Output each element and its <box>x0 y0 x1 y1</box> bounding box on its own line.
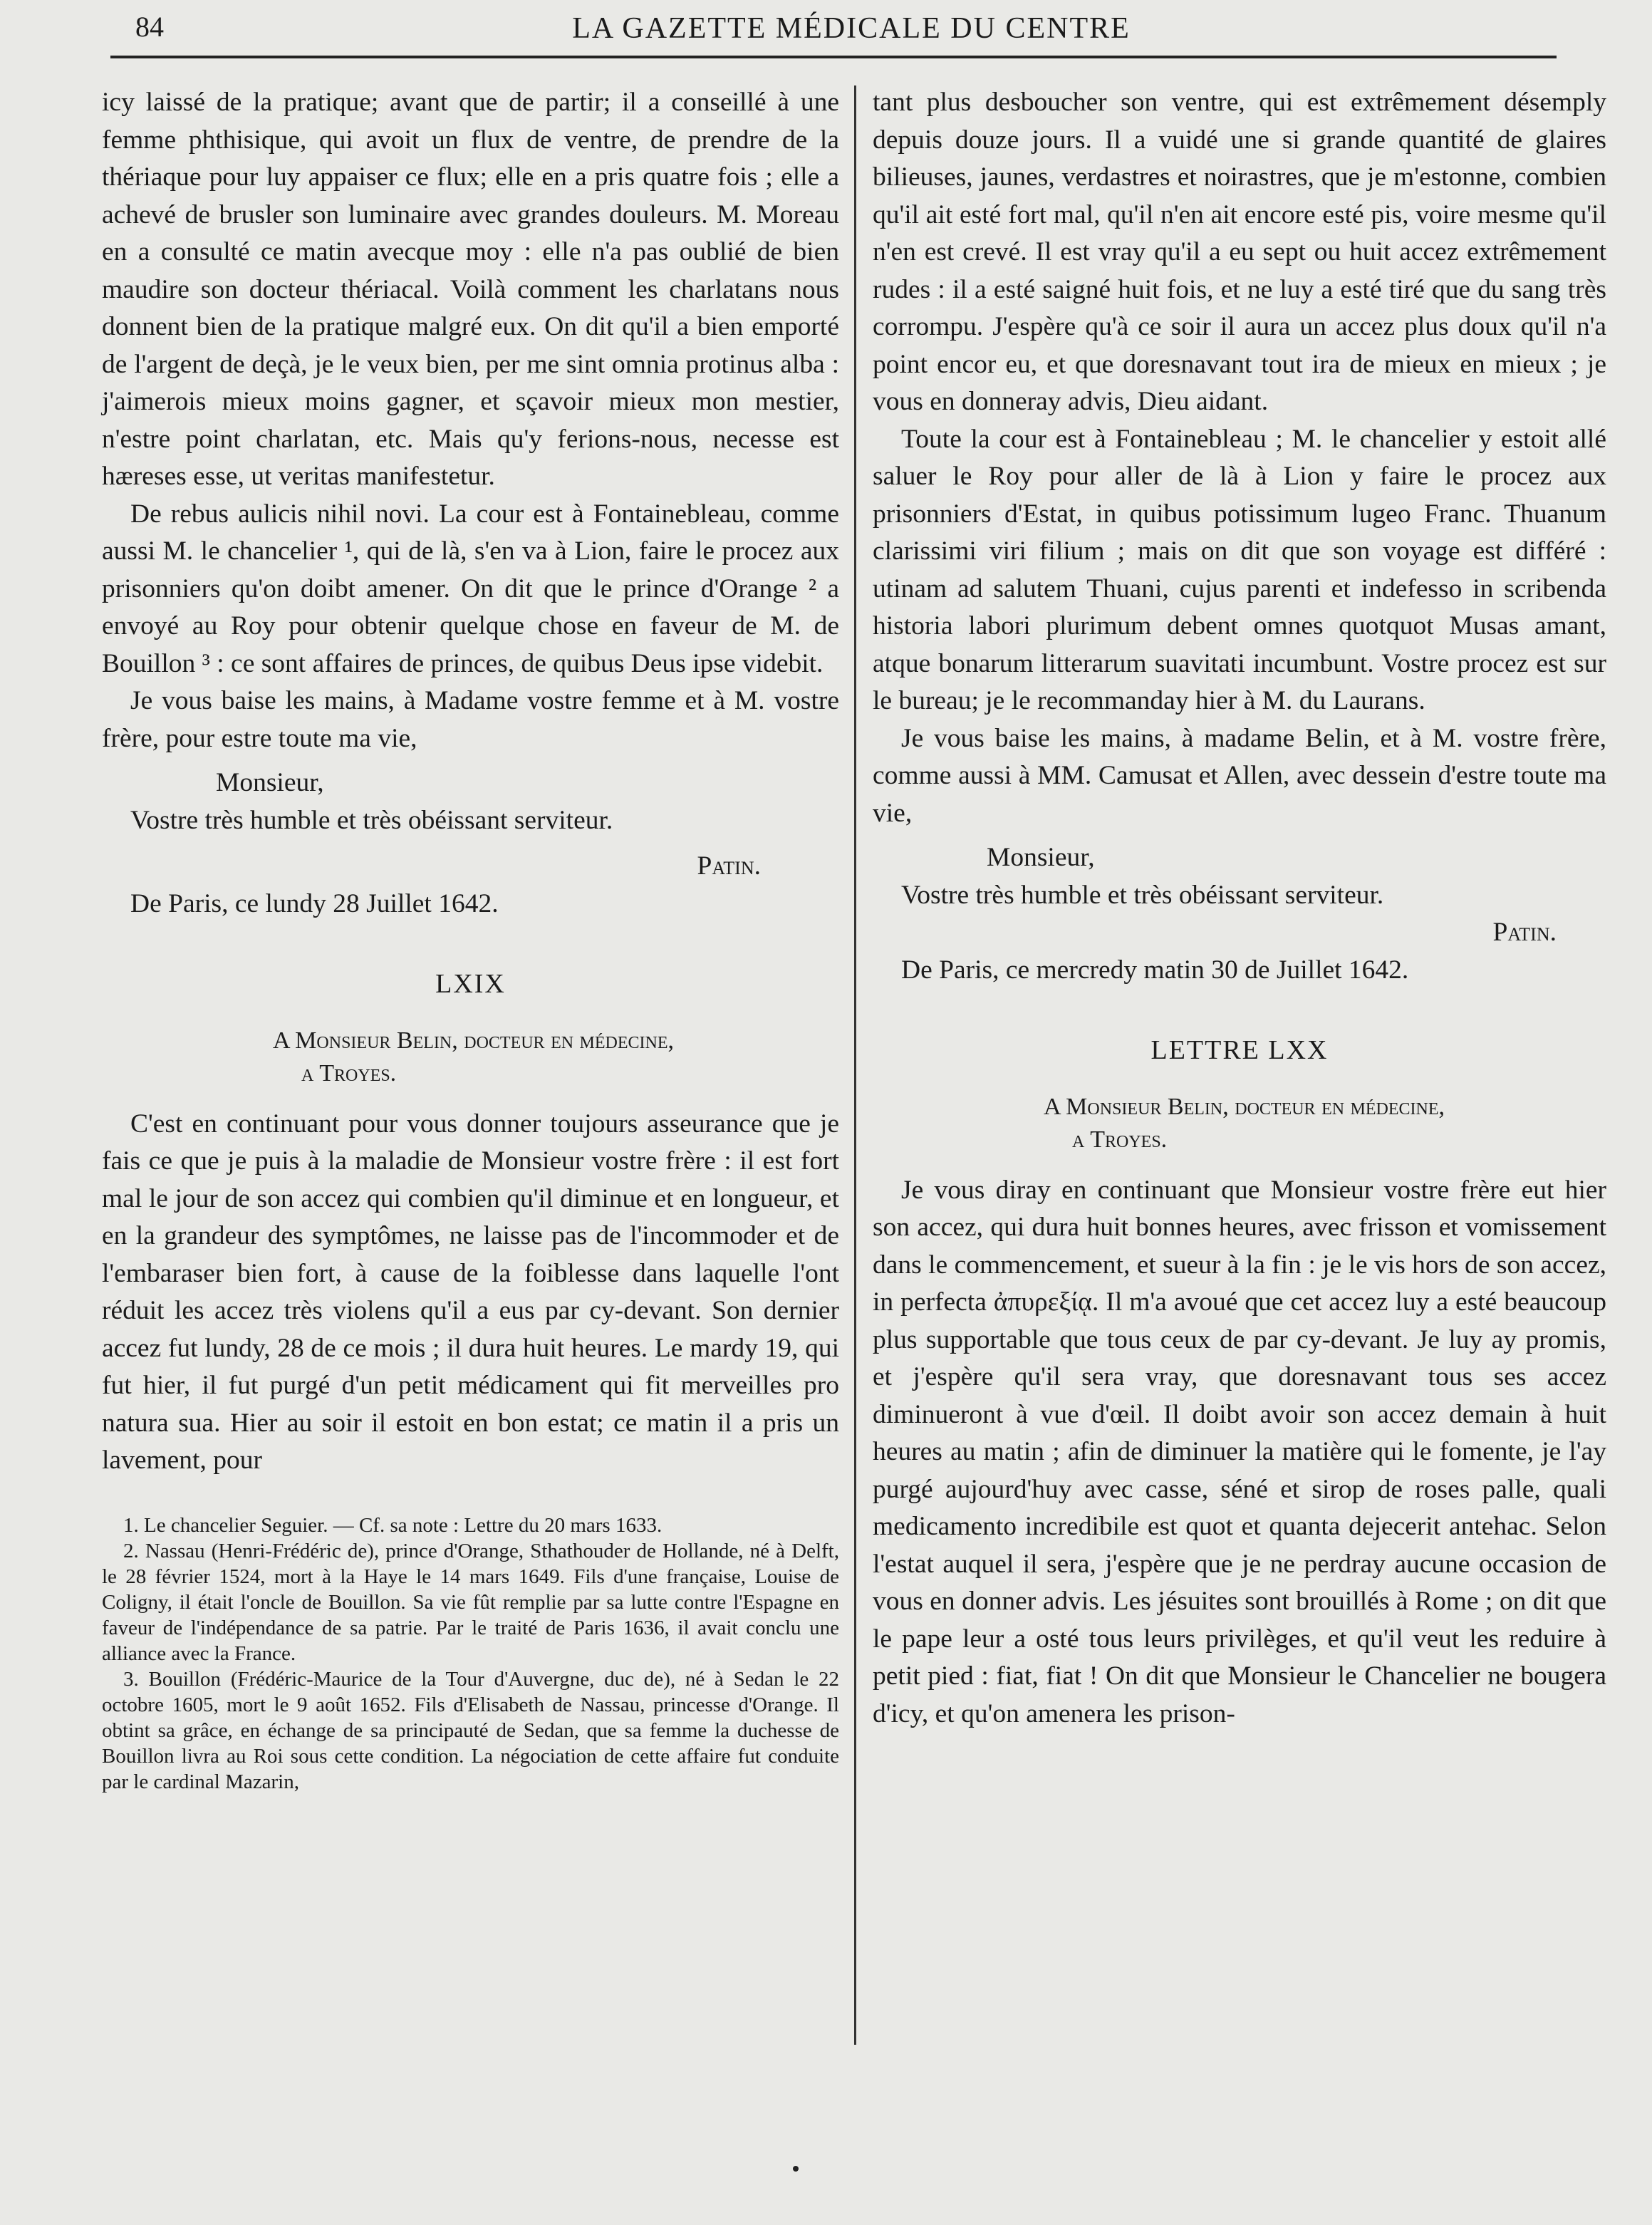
page-mark <box>793 2166 799 2172</box>
right-address-line-1: A Monsieur Belin, docteur en médecine, <box>1044 1093 1445 1120</box>
footnote-1: 1. Le chancelier Seguier. — Cf. sa note : Lettre du 20 mars 1633. <box>123 1513 663 1537</box>
right-address-line-2: a Troyes. <box>1072 1126 1168 1153</box>
left-date: De Paris, ce lundy 28 Juillet 1642. <box>130 888 499 918</box>
left-paragraph-4: C'est en continuant pour vous donner toujours asseurance que je fais ce que je puis à la maladie de Monsieur vostre frère : il est fort mal le jour de son accez qui combien qu'il diminue et en longueur, et en la grandeur des symptômes, ne laisse pas de l'incommoder et de l'embaraser bien fort, à cause de la foiblesse dans laquelle l'ont réduit les accez très violens qu'il a eus par cy-devant. Son dernier accez fut lundy, 28 de ce mois ; il dura huit heures. Le mardy 19, qui fut hier, il fut purgé d'un petit médicament qui fit merveilles pro natura sua. Hier au soir il estoit en bon estat; ce matin il a pris un lavement, pour <box>102 1109 839 1475</box>
right-paragraph-1: tant plus desboucher son ventre, qui est extrêmement désemply depuis douze jours. Il a vuidé une si grande quantité de glaires bilieuses, jaunes, verdastres et noirastres, que je m'estonne, combien qu'il ait esté fort mal, qu'il n'en ait encore esté pis, voire mesme qu'il n'en est crevé. Il est vray qu'il a eu sept ou huit accez extrêmement rudes : il a esté saigné huit fois, et ne luy a esté tiré que du sang très corrompu. J'espère qu'à ce soir il aura un accez plus doux qu'il n'a point encor eu, et que doresnavant tout ira de mieux en mieux ; je vous en donneray advis, Dieu aidant. <box>873 88 1606 416</box>
footnote-2: 2. Nassau (Henri-Frédéric de), prince d'Orange, Sthathouder de Hollande, né à Delft, le 28 février 1524, mort à la Haye le 14 mars 1649. Fils d'une française, Louise de Coligny, il était l'oncle de Bouillon. Sa vie fût remplie par sa lutte contre l'Espagne en faveur de l'indépendance de sa patrie. Par le traité de Paris 1636, il avait conclu une alliance avec la France. <box>102 1539 839 1665</box>
left-address-line-2: a Troyes. <box>301 1059 397 1086</box>
right-salutation: Monsieur, <box>987 843 1095 872</box>
right-signature: Patin. <box>1492 918 1557 947</box>
header-rule <box>110 56 1557 58</box>
right-date: De Paris, ce mercredy matin 30 de Juillet 1642. <box>901 955 1409 985</box>
footnote-3: 3. Bouillon (Frédéric-Maurice de la Tour d'Auvergne, duc de), né à Sedan le 22 octobre 1605, mort le 9 août 1652. Fils d'Elisabeth de Nassau, princesse d'Orange. Il obtint sa grâce, en échange de sa principauté de Sedan, que sa femme la duchesse de Bouillon livra au Roi sous cette condition. La négociation de cette affaire fut conduite par le cardinal Mazarin, <box>102 1667 839 1793</box>
right-closing: Vostre très humble et très obéissant serviteur. <box>901 880 1384 910</box>
left-paragraph-3: Je vous baise les mains, à Madame vostre femme et à M. vostre frère, pour estre toute ma vie, <box>102 686 839 753</box>
left-paragraph-1: icy laissé de la pratique; avant que de partir; il a conseillé à une femme phthisique, qui avoit un flux de ventre, de prendre de la thériaque pour luy appaiser ce flux; elle en a pris quatre fois ; elle a achevé de brusler son luminaire avec grandes douleurs. M. Moreau en a consulté ce matin avecque moy : elle n'a pas oublié de bien maudire son docteur thériacal. Voilà comment les charlatans nous donnent bien de la pratique malgré eux. On dit qu'il a bien emporté de l'argent de deçà, je le veux bien, per me sint omnia protinus alba : j'aimerois mieux moins gagner, et sçavoir mieux mon mestier, n'estre point charlatan, etc. Mais qu'y ferions-nous, necesse est hæreses esse, ut veritas manifestetur. <box>102 88 839 491</box>
left-column <box>102 84 839 1795</box>
right-address <box>873 1091 1606 1156</box>
right-paragraph-2: Toute la cour est à Fontainebleau ; M. le chancelier y estoit allé saluer le Roy pour aller de là à Lion y faire le procez aux prisonniers d'Estat, in quibus potissimum lugeo Franc. Thuanum clarissimi viri filium ; mais on dit que son voyage est différé : utinam ad salutem Thuani, cujus parenti et indefesso in scribenda historia labori plurimum debent omnes quotquot Musas amant, atque bonarum litterarum suavitati incumbunt. Vostre procez est sur le bureau; je le recommanday hier à M. du Laurans. <box>873 424 1606 715</box>
left-signature: Patin. <box>697 851 761 881</box>
right-paragraph-3: Je vous baise les mains, à madame Belin, et à M. vostre frère, comme aussi à MM. Camusat et Allen, avec dessein d'estre toute ma vie, <box>873 723 1606 828</box>
letter-title-lxix: LXIX <box>435 969 506 999</box>
right-paragraph-4: Je vous diray en continuant que Monsieur vostre frère eut hier son accez, qui dura huit bonnes heures, avec frisson et vomissement dans le commencement, et sueur à la fin : je le vis hors de son accez, in perfecta ἀπυρεξίᾳ. Il m'a avoué que cet accez luy a esté beaucoup plus supportable que tous ceux de par cy-devant. Je luy ay promis, et j'espère qu'il sera vray, que doresnavant tous ses accez diminueront à vue d'œil. Il doibt avoir son accez demain à huit heures au matin ; afin de diminuer la matière qui le fomente, je l'ay purgé aujourd'huy avec casse, séné et sirop de roses palle, quali medicamento incredibile est quot et quanta dejecerit antehac. Selon l'estat auquel il sera, j'espère que je ne perdray aucune occasion de vous en donner advis. Les jésuites sont brouillés à Rome ; on dit que le pape leur a osté tous leurs privilèges, et qu'il veut les reduire à petit pied : fiat, fiat ! On dit que Monsieur le Chancelier ne bougera d'icy, et qu'on amenera les prison- <box>873 1175 1606 1728</box>
running-title: LA GAZETTE MÉDICALE DU CENTRE <box>572 12 1131 45</box>
left-salutation: Monsieur, <box>216 768 324 797</box>
right-column <box>873 84 1606 1733</box>
left-closing: Vostre très humble et très obéissant serviteur. <box>130 805 613 835</box>
page-number: 84 <box>135 11 164 43</box>
left-address-line-1: A Monsieur Belin, docteur en médecine, <box>273 1027 675 1054</box>
letter-title-lxx: LETTRE LXX <box>1150 1035 1329 1065</box>
footnotes <box>102 1513 839 1795</box>
page-header <box>107 7 1596 50</box>
column-divider <box>854 85 856 2045</box>
left-address <box>102 1025 839 1090</box>
left-paragraph-2: De rebus aulicis nihil novi. La cour est à Fontainebleau, comme aussi M. le chancelier ¹, qui de là, s'en va à Lion, faire le procez aux prisonniers qu'on doibt amener. On dit que le prince d'Orange ² a envoyé au Roy pour obtenir quelque chose en faveur de M. de Bouillon ³ : ce sont affaires de princes, de quibus Deus ipse videbit. <box>102 499 839 678</box>
